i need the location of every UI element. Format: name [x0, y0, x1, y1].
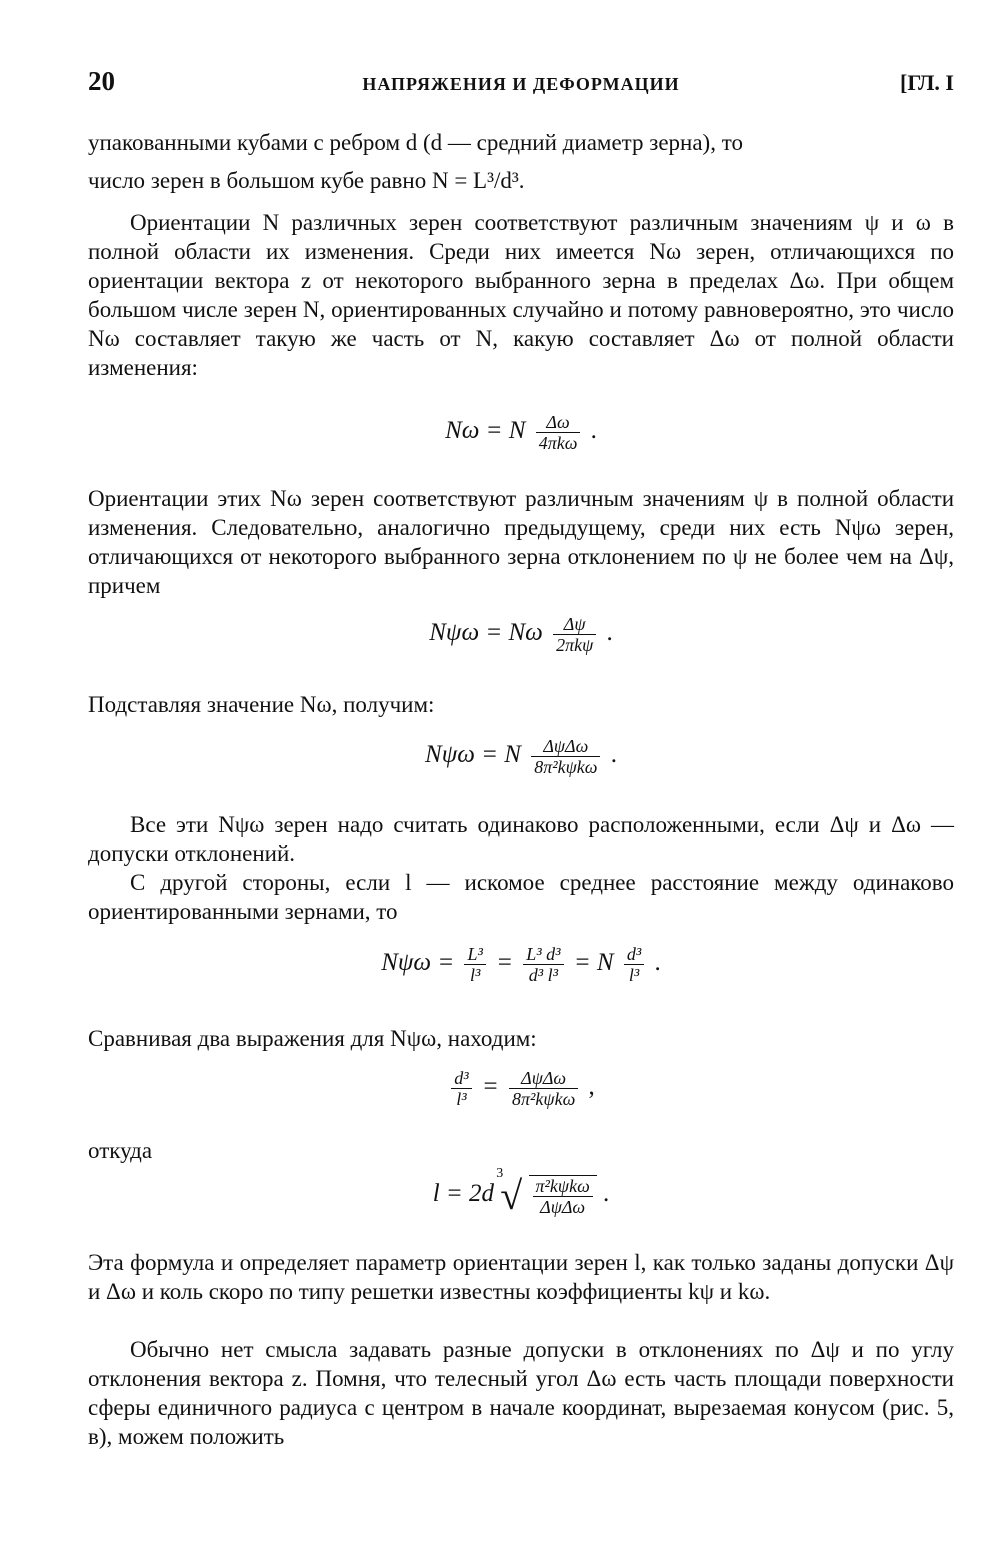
formula-coef: N: [504, 741, 521, 769]
radical-icon: √: [500, 1173, 523, 1218]
formula-fraction-1: [464, 944, 485, 985]
paragraph-3: Ориентации этих Nω зерен соответствуют различным значениям ψ в полной области изменения. Следовательно, аналогично предыдущему, среди них есть Nψω зерен, отличающихся от некоторого выбранного зерна отклонением по ψ не более чем на Δψ, причем: [88, 486, 954, 598]
formula-fraction-2: [509, 1068, 578, 1109]
page-number: 20: [88, 66, 115, 96]
formula-lhs: Nω =: [445, 417, 503, 445]
fraction-numerator: ΔψΔω: [509, 1068, 578, 1089]
fraction-numerator: d³: [624, 944, 644, 965]
formula-n-psi-omega-1: [88, 614, 954, 655]
formula-lhs: Nψω =: [429, 619, 503, 647]
fraction-denominator: d³ l³: [528, 965, 559, 985]
formula-l: [88, 1166, 954, 1219]
formula-fraction-2: [523, 944, 563, 985]
paragraph-10: Обычно нет смысла задавать разные допуски в отклонениях по Δψ и по углу отклонения вектора z. Помня, что телесный угол Δω есть часть площади поверхности сферы единичного радиуса с центром в начале координат, вырезаемая конусом (рис. 5, в), можем положить: [88, 1337, 954, 1449]
fraction-numerator: Δψ: [553, 614, 596, 635]
root-radicand: [529, 1175, 597, 1217]
paragraph-1a: упакованными кубами с ребром d (d — средний диаметр зерна), то: [88, 130, 743, 155]
root-index: 3: [496, 1166, 504, 1181]
paragraph-2: Ориентации N различных зерен соответствуют различным значениям ψ и ω в полной области их изменения. Среди них имеется Nω зерен, отличающихся по ориентации вектора z от некоторого выбранного зерна в пределах Δω. При общем большом числе зерен N, ориентированных случайно и потому равновероятно, это число Nω составляет такую же часть от N, какую составляет Δω от полной области изменения:: [88, 210, 954, 380]
formula-equals: =: [496, 949, 513, 977]
formula-fraction: [533, 1176, 593, 1217]
paragraph-4: Подставляя значение Nω, получим:: [88, 692, 435, 717]
formula-end: .: [603, 1180, 610, 1208]
fraction-numerator: ΔψΔω: [531, 736, 600, 757]
formula-lhs: Nψω =: [381, 949, 455, 977]
fraction-denominator: l³: [456, 1089, 467, 1109]
formula-n-omega: [88, 412, 954, 453]
formula-ratio: [88, 1068, 954, 1109]
paragraph-7: Сравнивая два выражения для Nψω, находим:: [88, 1026, 537, 1051]
formula-n-psi-omega-2: [88, 736, 954, 777]
formula-coef: Nω: [508, 619, 543, 647]
fraction-numerator: π²kψkω: [533, 1176, 593, 1197]
chapter-marker: [ГЛ. I: [900, 70, 954, 95]
formula-end: .: [654, 949, 661, 977]
formula-lhs: Nψω =: [425, 741, 498, 769]
fraction-numerator: Δω: [536, 412, 581, 433]
fraction-denominator: 2πkψ: [556, 635, 594, 655]
fraction-denominator: 8π²kψkω: [512, 1089, 576, 1109]
formula-equals-n: = N: [573, 949, 614, 977]
paragraph-8: откуда: [88, 1138, 153, 1163]
fraction-denominator: l³: [628, 965, 640, 985]
running-title: НАПРЯЖЕНИЯ И ДЕФОРМАЦИИ: [362, 74, 680, 94]
fraction-denominator: 8π²kψkω: [534, 757, 598, 777]
formula-end: .: [590, 417, 597, 445]
cube-root: [496, 1166, 596, 1219]
page-header: [88, 66, 954, 102]
formula-fraction-3: [624, 944, 644, 985]
formula-fraction: [536, 412, 581, 453]
fraction-numerator: L³ d³: [523, 944, 563, 965]
fraction-numerator: L³: [464, 944, 485, 965]
paragraph-9: Эта формула и определяет параметр ориентации зерен l, как только заданы допуски Δψ и Δω и коль скоро по типу решетки известны коэффициенты kψ и kω.: [88, 1250, 954, 1304]
formula-lhs: l = 2d: [432, 1180, 495, 1208]
formula-equals: =: [481, 1073, 499, 1101]
formula-fraction-1: [451, 1068, 471, 1109]
fraction-denominator: l³: [469, 965, 481, 985]
formula-end: ,: [588, 1073, 595, 1101]
fraction-denominator: 4πkω: [538, 433, 578, 453]
formula-end: .: [610, 741, 617, 769]
paragraph-1b: число зерен в большом кубе равно N = L³/d³.: [88, 168, 525, 193]
formula-fraction: [553, 614, 596, 655]
paragraph-5: Все эти Nψω зерен надо считать одинаково расположенными, если Δψ и Δω — допуски отклонений.: [88, 812, 954, 866]
fraction-numerator: d³: [451, 1068, 471, 1089]
formula-n-psi-omega-3: [88, 944, 954, 985]
formula-fraction: [531, 736, 600, 777]
formula-coef: N: [508, 417, 526, 445]
fraction-denominator: ΔψΔω: [540, 1196, 586, 1217]
formula-end: .: [606, 619, 613, 647]
paragraph-6: С другой стороны, если l — искомое среднее расстояние между одинаково ориентированными зернами, то: [88, 870, 954, 924]
